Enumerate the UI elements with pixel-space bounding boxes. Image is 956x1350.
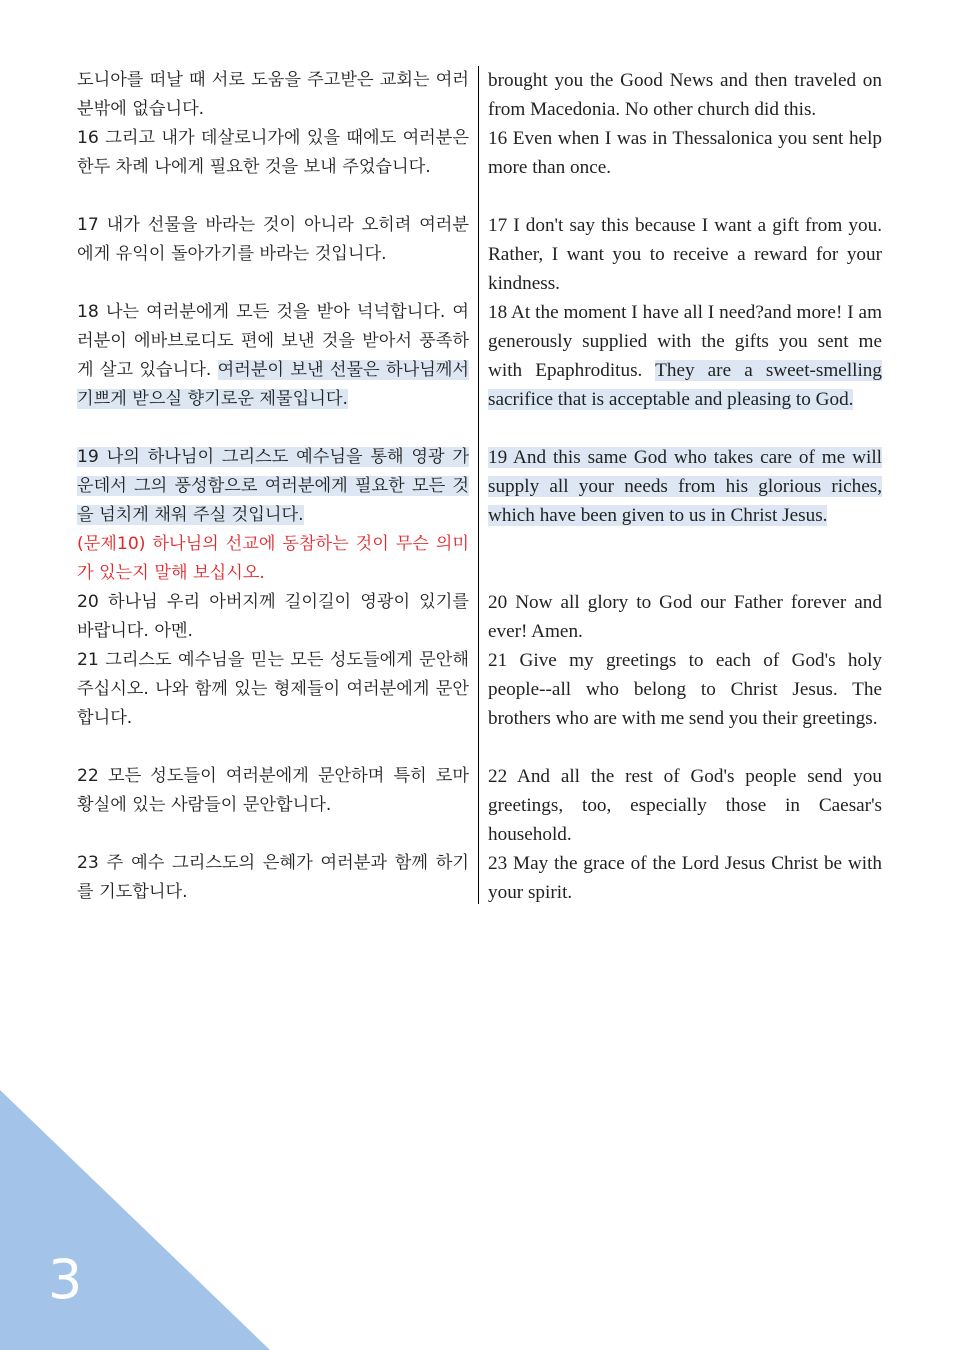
korean-verse-16: 16 그리고 내가 데살로니가에 있을 때에도 여러분은 한두 차례 나에게 필요한 것을 보내 주었습니다. xyxy=(77,128,469,177)
english-verse-21: 21 Give my greetings to each of God's holy people--all who belong to Christ Jesus. The brothers who are with me send you their greetings. xyxy=(488,650,882,729)
english-verse-22: 22 And all the rest of God's people send you greetings, too, especially those in Caesar's household. xyxy=(488,766,882,845)
column-divider xyxy=(478,66,479,904)
english-intro: brought you the Good News and then traveled on from Macedonia. No other church did this. xyxy=(488,70,882,120)
korean-verse-17: 17 내가 선물을 바라는 것이 아니라 오히려 여러분에게 유익이 돌아가기를 바라는 것입니다. xyxy=(77,215,469,264)
corner-triangle-decoration xyxy=(0,1090,270,1350)
english-verse-18-highlight: They are a sweet-smelling sacrifice that is acceptable and pleasing to God. xyxy=(488,360,882,410)
korean-verse-22: 22 모든 성도들이 여러분에게 문안하며 특히 로마 황실에 있는 사람들이 문안합니다. xyxy=(77,766,469,815)
korean-verse-18 xyxy=(77,298,469,414)
korean-verse-19 xyxy=(77,443,469,530)
korean-intro: 도니아를 떠날 때 서로 도움을 주고받은 교회는 여러분밖에 없습니다. xyxy=(77,70,469,119)
page-number: 3 xyxy=(48,1248,83,1311)
korean-verse-18-highlight: 여러분이 보낸 선물은 하나님께서 기쁘게 받으실 향기로운 제물입니다. xyxy=(77,360,469,409)
english-verse-16: 16 Even when I was in Thessalonica you sent help more than once. xyxy=(488,128,882,178)
korean-verse-21: 21 그리스도 예수님을 믿는 모든 성도들에게 문안해 주십시오. 나와 함께 있는 형제들이 여러분에게 문안합니다. xyxy=(77,650,469,728)
english-verse-20: 20 Now all glory to God our Father forever and ever! Amen. xyxy=(488,592,882,642)
korean-verse-20: 20 하나님 우리 아버지께 길이길이 영광이 있기를 바랍니다. 아멘. xyxy=(77,592,469,641)
english-verse-23: 23 May the grace of the Lord Jesus Christ be with your spirit. xyxy=(488,853,882,903)
english-verse-19 xyxy=(488,443,882,530)
korean-verse-19-highlight: 19 나의 하나님이 그리스도 예수님을 통해 영광 가운데서 그의 풍성함으로 여러분에게 필요한 모든 것을 넘치게 채워 주실 것입니다. xyxy=(77,447,469,525)
discussion-question: (문제10) 하나님의 선교에 동참하는 것이 무슨 의미가 있는지 말해 보십시오. xyxy=(77,534,469,583)
english-verse-19-highlight: 19 And this same God who takes care of me will supply all your needs from his glorious riches, which have been given to us in Christ Jesus. xyxy=(488,447,882,526)
english-verse-18 xyxy=(488,298,882,414)
english-verse-18-text: 18 At the moment I have all I need?and more! I am generously supplied with the gifts you sent me with Epaphroditus. xyxy=(488,302,882,381)
korean-verse-18-text: 18 나는 여러분에게 모든 것을 받아 넉넉합니다. 여러분이 에바브로디도 편에 보낸 것을 받아서 풍족하게 살고 있습니다. xyxy=(77,302,469,380)
english-verse-17: 17 I don't say this because I want a gift from you. Rather, I want you to receive a reward for your kindness. xyxy=(488,215,882,294)
korean-verse-23: 23 주 예수 그리스도의 은혜가 여러분과 함께 하기를 기도합니다. xyxy=(77,853,469,902)
